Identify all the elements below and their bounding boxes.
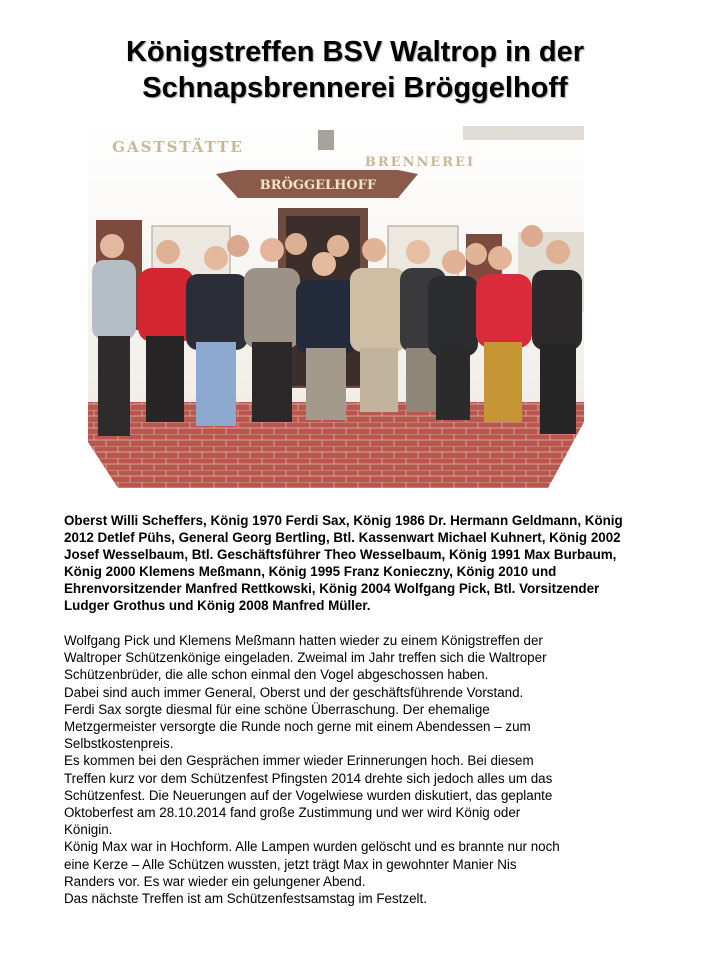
body-line: Wolfgang Pick und Klemens Meßmann hatten wieder zu einem Königstreffen der bbox=[64, 633, 543, 648]
body-line: Randers vor. Es war wieder ein gelungener Abend. bbox=[64, 873, 366, 889]
group-photo bbox=[88, 122, 584, 488]
page-title bbox=[0, 34, 710, 106]
body-line: eine Kerze – Alle Schützen wussten, jetzt trägt Max in gewohnter Manier Nis bbox=[64, 856, 517, 872]
body-line: Schützenfest. Die Neuerungen auf der Vogelwiese wurden diskutiert, das geplante bbox=[64, 787, 553, 803]
body-line: Königin. bbox=[64, 822, 113, 838]
body-line: Metzgermeister versorgte die Runde noch gerne mit einem Abendessen – zum bbox=[64, 719, 531, 735]
body-line: Ferdi Sax sorgte diesmal für eine schöne Überraschung. Der ehemalige bbox=[64, 701, 490, 717]
article-body bbox=[64, 632, 654, 907]
body-line: Selbstkostenpreis. bbox=[64, 736, 174, 752]
sign-brennerei: BRENNEREI bbox=[364, 155, 476, 170]
sign-gaststaette: GASTSTÄTTE bbox=[112, 138, 244, 156]
body-line: Das nächste Treffen ist am Schützenfestsamstag im Festzelt. bbox=[64, 891, 427, 907]
body-line: König Max war in Hochform. Alle Lampen wurden gelöscht und es brannte nur noch bbox=[64, 839, 560, 855]
body-line: Treffen kurz vor dem Schützenfest Pfingsten 2014 drehte sich jedoch alles um das bbox=[64, 770, 553, 786]
body-line: Es kommen bei den Gesprächen immer wieder Erinnerungen hoch. Bei diesem bbox=[64, 753, 534, 769]
title-line-2: Schnapsbrennerei Bröggelhoff bbox=[142, 72, 568, 104]
sign-name: BRÖGGELHOFF bbox=[259, 178, 377, 193]
title-line-1: Königstreffen BSV Waltrop in der bbox=[125, 36, 585, 68]
body-line: Dabei sind auch immer General, Oberst und der geschäftsführende Vorstand. bbox=[64, 684, 524, 700]
photo-caption: Oberst Willi Scheffers, König 1970 Ferdi Sax, König 1986 Dr. Hermann Geldmann, König 2012 Detlef Pühs, General Georg Bertling, Btl. Kassenwart Michael Kuhnert, König 2002 Josef Wesselbaum, Btl. Geschäftsführer Theo Wesselbaum, König 1991 Max Burbaum, König 2000 Klemens Meßmann, König 1995 Franz Konieczny, König 2010 und Ehrenvorsitzender Manfred Rettkowski, König 2004 Wolfgang Pick, Btl. Vorsitzender Ludger Grothus und König 2008 Manfred Müller. bbox=[64, 513, 623, 614]
body-line: Waltroper Schützenkönige eingeladen. Zweimal im Jahr treffen sich die Waltroper bbox=[64, 650, 547, 666]
body-line: Oktoberfest am 28.10.2014 fand große Zustimmung und wer wird König oder bbox=[64, 805, 521, 821]
body-line: Schützenbrüder, die alle schon einmal den Vogel abgeschossen haben. bbox=[64, 667, 489, 683]
